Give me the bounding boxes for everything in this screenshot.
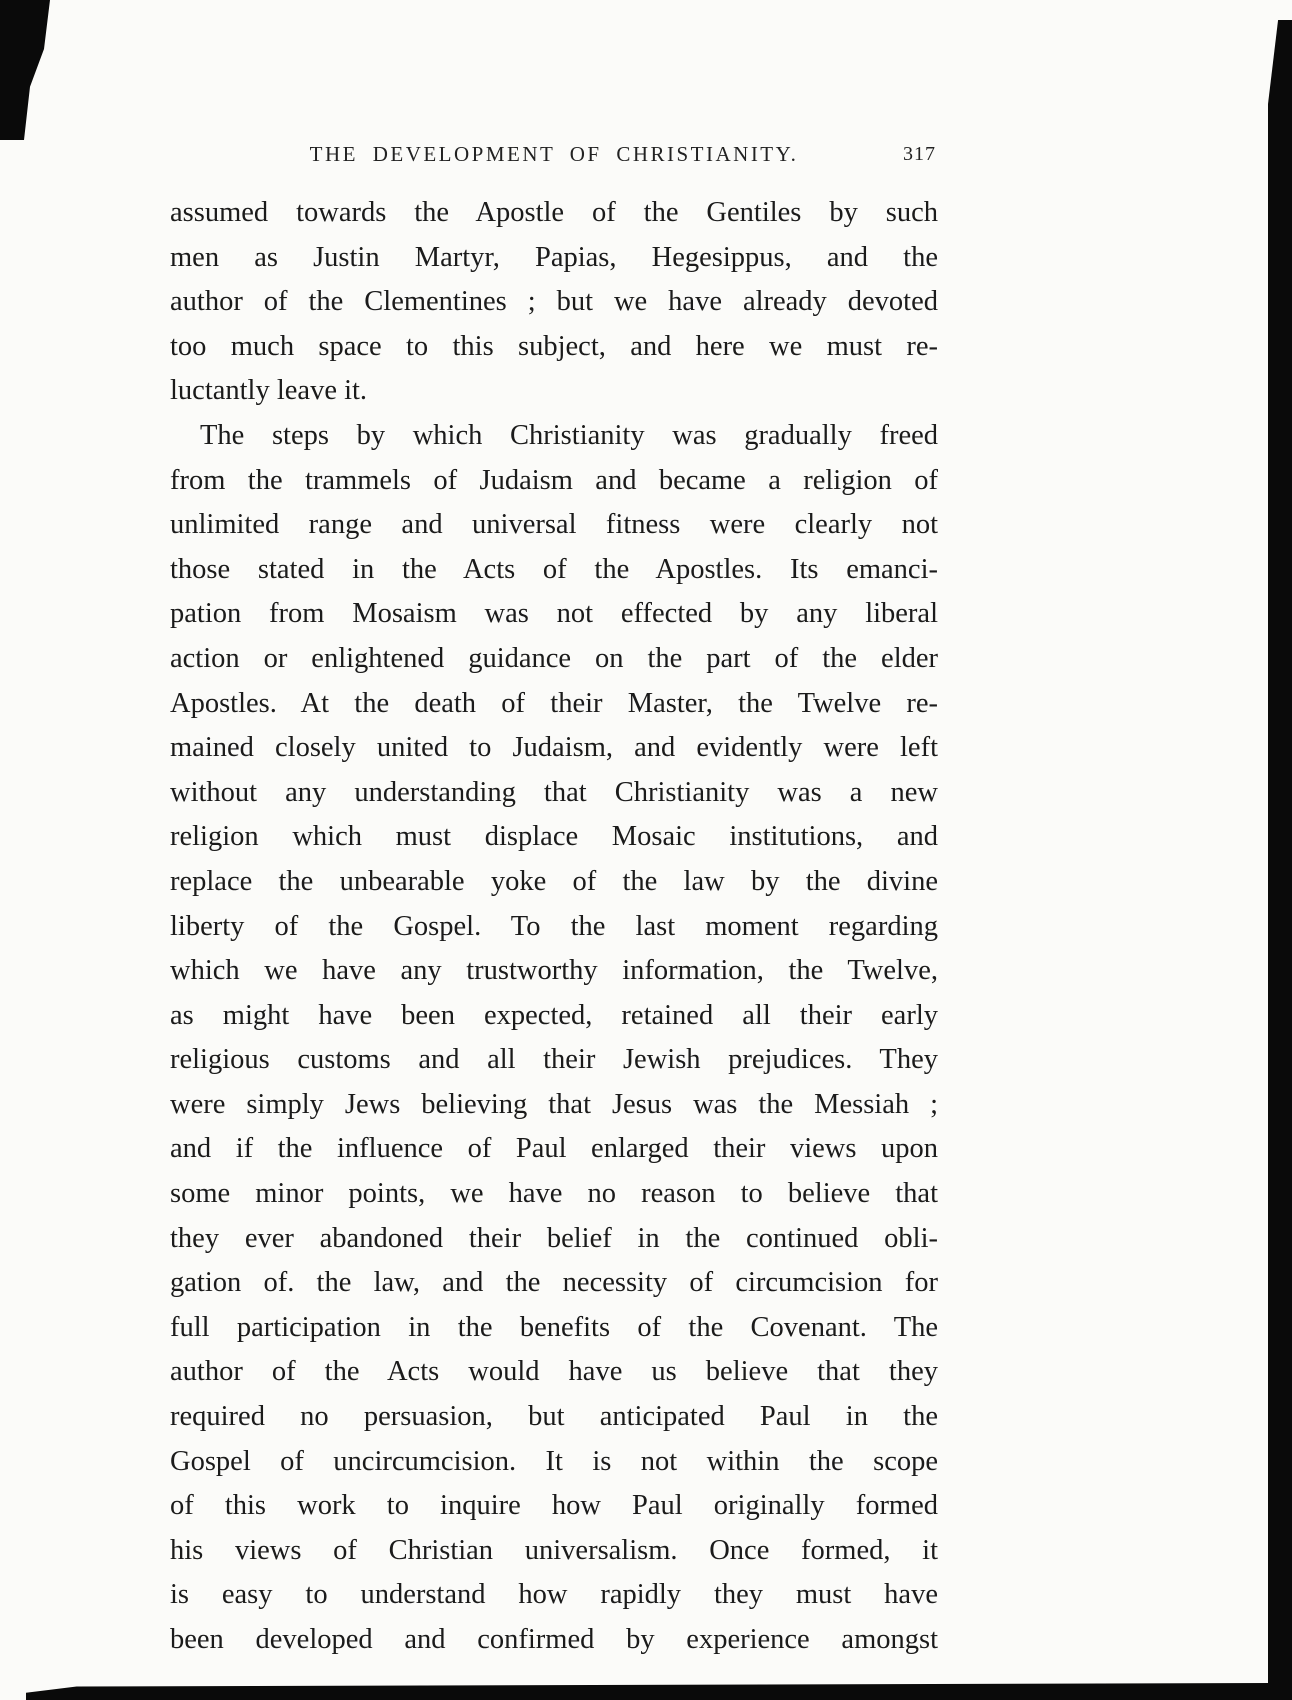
text-block	[170, 142, 938, 1663]
text-line: Gospel of uncircumcision. It is not within the scope	[170, 1445, 938, 1477]
text-line: is easy to understand how rapidly they must have	[170, 1579, 938, 1611]
text-line: pation from Mosaism was not effected by any liberal	[170, 598, 938, 630]
header-title: THE DEVELOPMENT OF CHRISTIANITY.	[309, 142, 799, 166]
text-line: they ever abandoned their belief in the continued obli-	[170, 1222, 938, 1254]
text-line: too much space to this subject, and here we must re-	[170, 330, 938, 362]
scan-artifact-bottom-edge	[26, 1682, 1292, 1700]
text-line: assumed towards the Apostle of the Gentiles by such	[170, 197, 938, 228]
text-line: replace the unbearable yoke of the law by the divine	[170, 865, 938, 897]
text-line: full participation in the benefits of the Covenant. The	[170, 1311, 938, 1343]
page-body	[170, 191, 938, 1663]
page-number: 317	[903, 143, 936, 165]
text-line: which we have any trustworthy information, the Twelve,	[170, 955, 938, 987]
text-line: action or enlightened guidance on the part of the elder	[170, 642, 938, 674]
text-line: mained closely united to Judaism, and evidently were left	[170, 732, 938, 764]
text-line: religious customs and all their Jewish prejudices. They	[170, 1044, 938, 1076]
text-line: author of the Acts would have us believe that they	[170, 1356, 938, 1388]
text-line: author of the Clementines ; but we have already devoted	[170, 286, 938, 318]
text-line: some minor points, we have no reason to believe that	[170, 1178, 938, 1210]
text-line: were simply Jews believing that Jesus was the Messiah ;	[170, 1088, 938, 1120]
text-line: been developed and confirmed by experience amongst	[170, 1624, 938, 1655]
text-line: men as Justin Martyr, Papias, Hegesippus, and the	[170, 241, 938, 273]
text-line: and if the influence of Paul enlarged their views upon	[170, 1133, 938, 1165]
text-line: required no persuasion, but anticipated Paul in the	[170, 1401, 938, 1433]
text-line: liberty of the Gospel. To the last moment regarding	[170, 910, 938, 942]
text-line: his views of Christian universalism. Once formed, it	[170, 1534, 938, 1566]
scan-artifact-top-left	[0, 0, 50, 140]
running-header	[170, 142, 938, 167]
text-line: Apostles. At the death of their Master, the Twelve re-	[170, 687, 938, 719]
text-line: gation of. the law, and the necessity of circumcision for	[170, 1267, 938, 1299]
text-line: of this work to inquire how Paul originally formed	[170, 1490, 938, 1522]
text-line: as might have been expected, retained all their early	[170, 999, 938, 1031]
text-line: unlimited range and universal fitness were clearly not	[170, 509, 938, 541]
text-line: luctantly leave it.	[170, 375, 368, 407]
text-line: religion which must displace Mosaic institutions, and	[170, 821, 938, 853]
text-line: without any understanding that Christianity was a new	[170, 776, 938, 808]
text-line: those stated in the Acts of the Apostles. Its emanci-	[170, 553, 938, 585]
scan-artifact-right-edge	[1268, 20, 1292, 1700]
text-line: from the trammels of Judaism and became a religion of	[170, 464, 938, 496]
text-line: The steps by which Christianity was gradually freed	[200, 419, 938, 451]
